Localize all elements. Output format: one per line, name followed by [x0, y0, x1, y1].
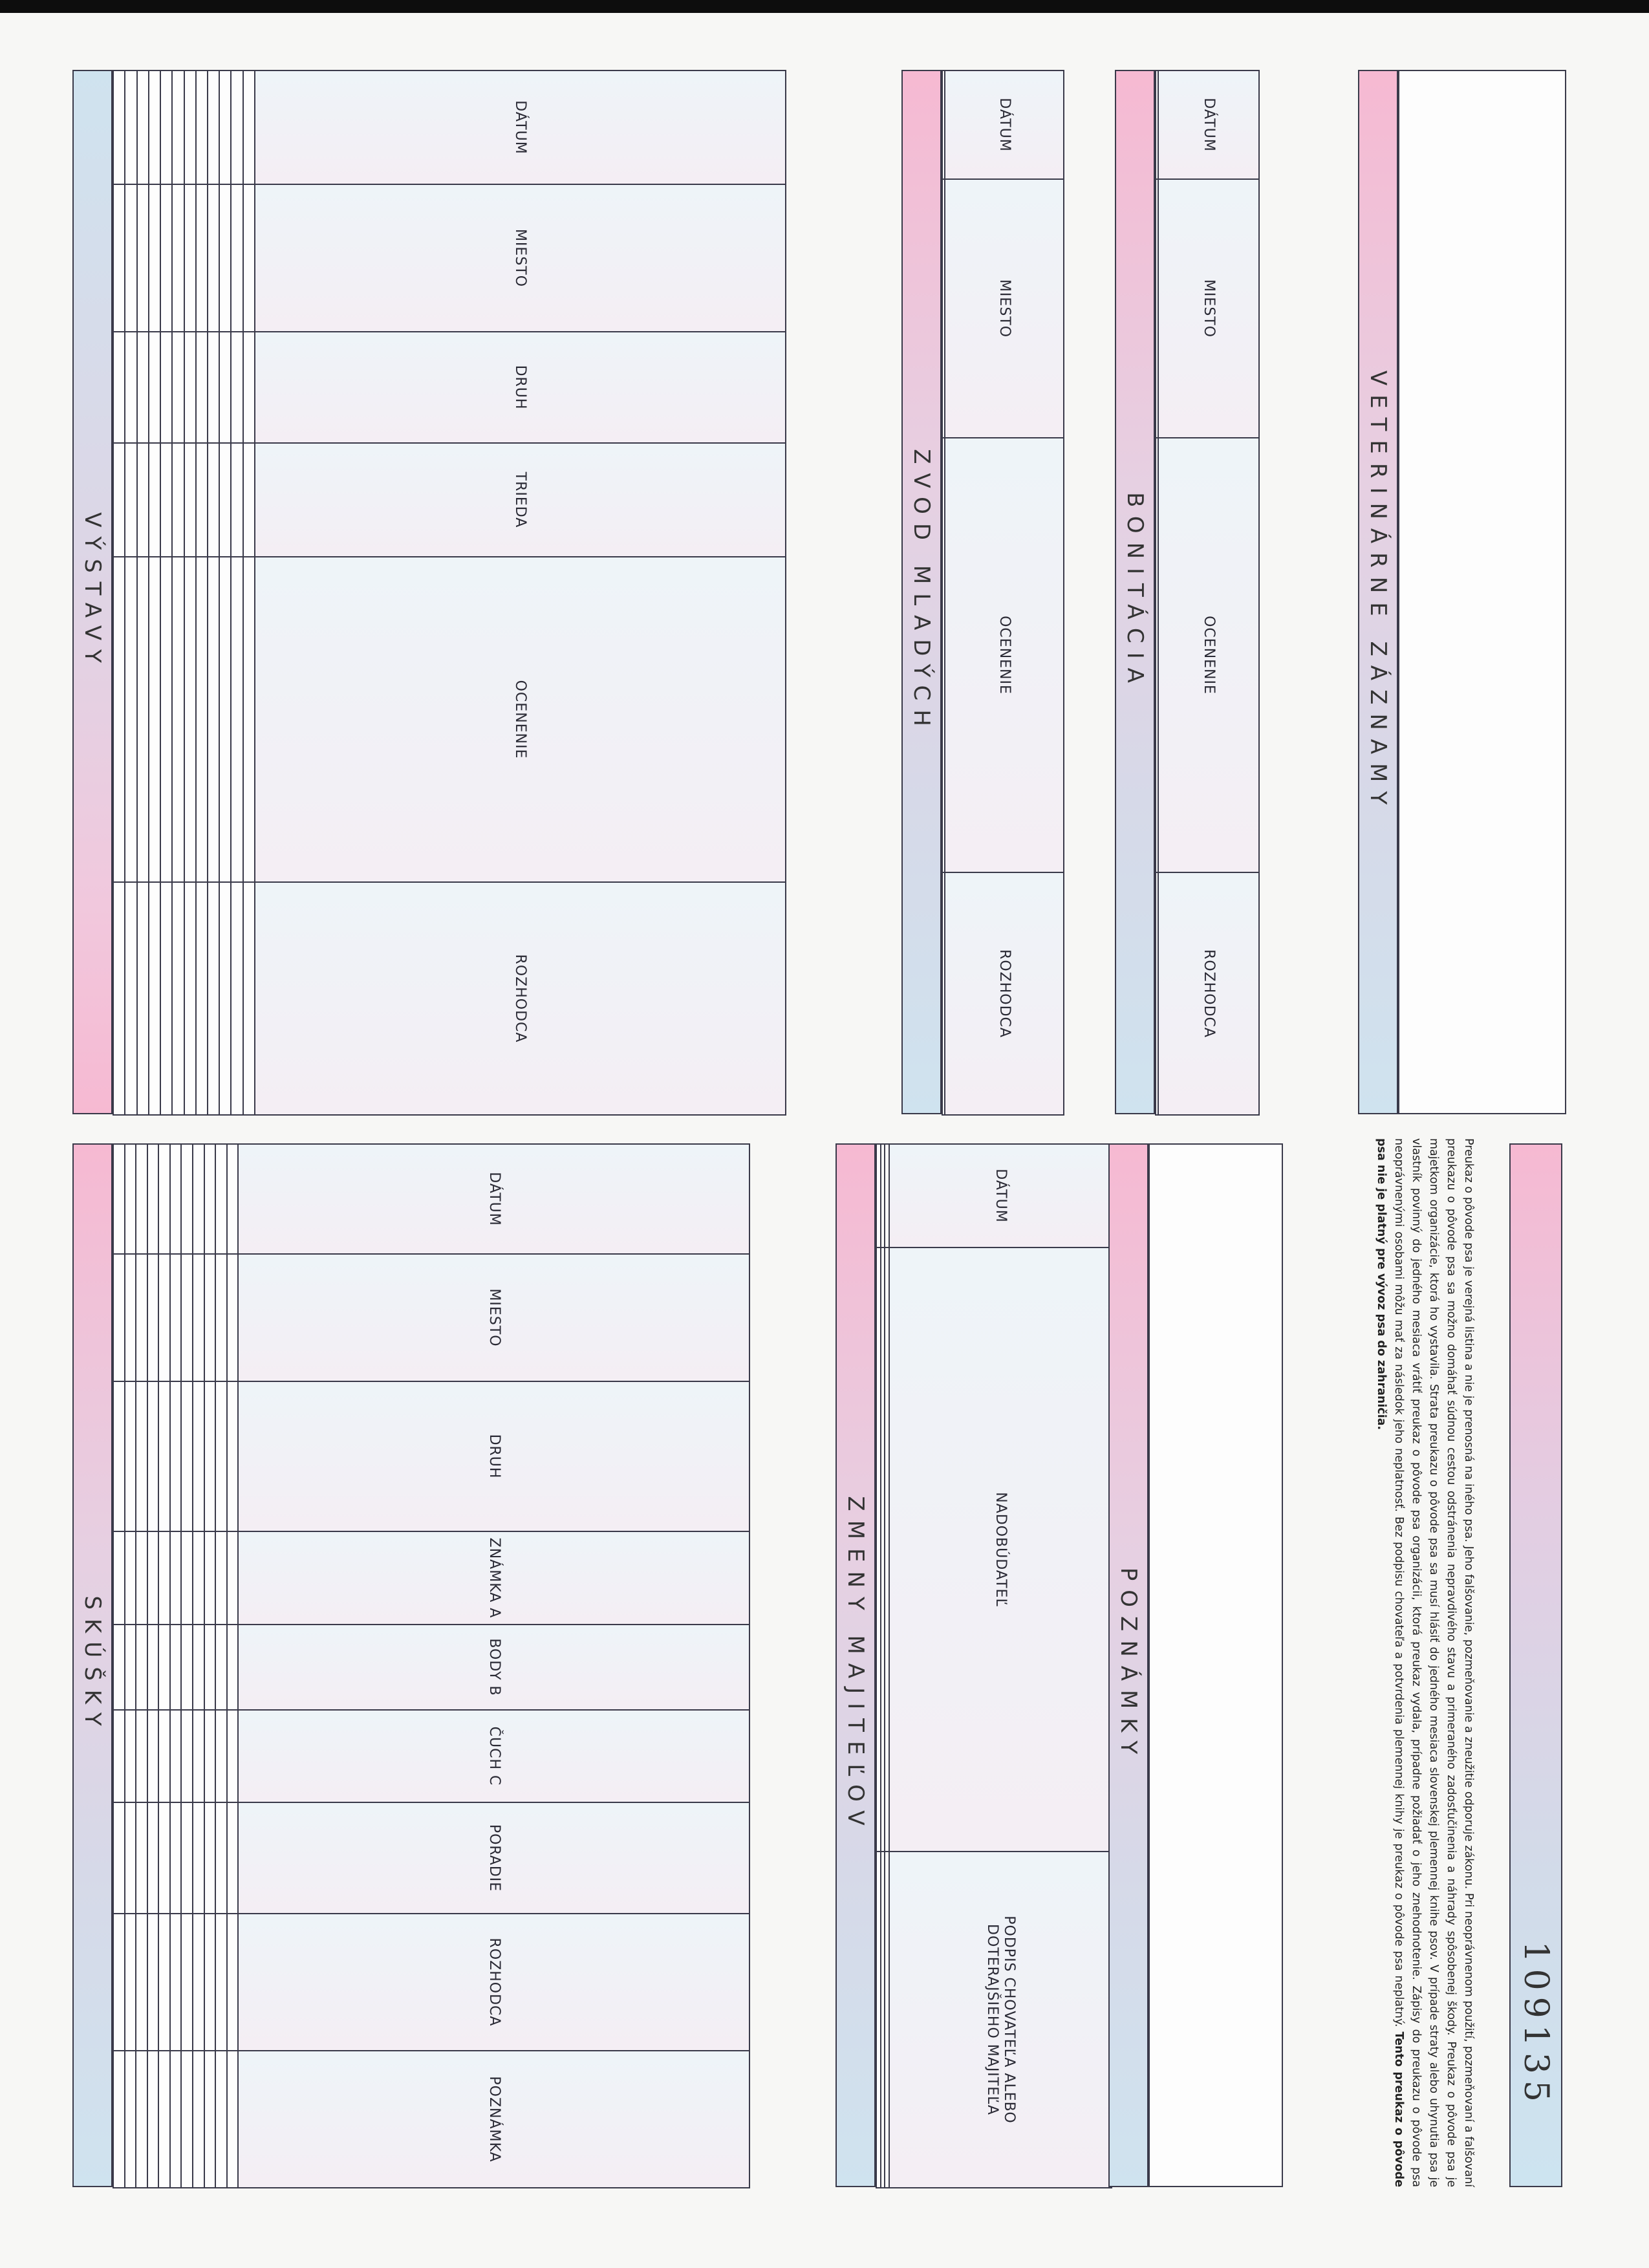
empty-cell[interactable]	[204, 1625, 216, 1710]
legal-bold-text: Tento preukaz o pôvode psa nie je platný pre vývoz psa do zahraničia.	[1375, 1138, 1405, 2187]
zmeny-header-row	[889, 1144, 1112, 2188]
skusky-header-row	[238, 1144, 749, 2188]
empty-cell[interactable]	[204, 1144, 216, 1254]
empty-cell[interactable]	[125, 1625, 136, 1710]
skusky-col-body: BODY B	[238, 1625, 749, 1710]
table-row	[181, 1144, 193, 2188]
empty-cell[interactable]	[184, 443, 196, 557]
table-row	[158, 1144, 170, 2188]
serial-number: 109135	[1516, 1941, 1555, 2108]
empty-cell[interactable]	[227, 1254, 239, 1381]
empty-cell[interactable]	[125, 1531, 136, 1625]
bonitacia-table	[1155, 70, 1260, 1116]
table-row	[204, 1144, 216, 2188]
empty-cell[interactable]	[158, 1381, 170, 1531]
empty-cell[interactable]	[243, 70, 255, 184]
empty-cell[interactable]	[231, 70, 242, 184]
empty-cell[interactable]	[193, 2051, 204, 2188]
empty-cell[interactable]	[193, 1531, 204, 1625]
empty-cell[interactable]	[158, 1254, 170, 1381]
empty-cell[interactable]	[231, 443, 242, 557]
empty-cell[interactable]	[208, 332, 219, 443]
table-row	[136, 1144, 147, 2188]
vystavy-header-row	[255, 70, 786, 1115]
empty-cell[interactable]	[227, 1144, 239, 1254]
empty-cell[interactable]	[172, 70, 184, 184]
empty-cell[interactable]	[113, 1531, 125, 1625]
empty-cell[interactable]	[149, 557, 160, 882]
empty-cell[interactable]	[147, 1531, 159, 1625]
zvod-col-datum: DÁTUM	[945, 70, 1064, 179]
empty-cell[interactable]	[158, 2051, 170, 2188]
empty-cell[interactable]	[113, 443, 125, 557]
table-row	[125, 70, 136, 1115]
empty-cell[interactable]	[149, 70, 160, 184]
empty-cell[interactable]	[147, 1710, 159, 1802]
empty-cell[interactable]	[136, 1802, 147, 1914]
empty-cell[interactable]	[196, 557, 208, 882]
empty-cell[interactable]	[215, 1625, 227, 1710]
empty-cell[interactable]	[204, 1802, 216, 1914]
empty-cell[interactable]	[113, 2051, 125, 2188]
empty-cell[interactable]	[170, 1802, 182, 1914]
empty-cell[interactable]	[184, 184, 196, 332]
empty-cell[interactable]	[942, 70, 945, 179]
table-row	[137, 70, 149, 1115]
empty-cell[interactable]	[137, 882, 149, 1115]
table-row	[170, 1144, 182, 2188]
table-row	[885, 1144, 889, 2188]
empty-cell[interactable]	[243, 557, 255, 882]
empty-cell[interactable]	[147, 1625, 159, 1710]
empty-cell[interactable]	[204, 1381, 216, 1531]
empty-cell[interactable]	[885, 1144, 889, 1247]
empty-cell[interactable]	[243, 332, 255, 443]
empty-cell[interactable]	[204, 1254, 216, 1381]
vystavy-title: VÝSTAVY	[72, 70, 113, 1114]
empty-cell[interactable]	[113, 557, 125, 882]
skusky-col-druh: DRUH	[238, 1381, 749, 1531]
empty-cell[interactable]	[181, 1531, 193, 1625]
bonitacia-col-rozhodca: ROZHODCA	[1158, 872, 1259, 1115]
bonitacia-rows	[1156, 70, 1158, 1115]
vystavy-col-druh: DRUH	[255, 332, 786, 443]
empty-cell[interactable]	[181, 1710, 193, 1802]
empty-cell[interactable]	[193, 1802, 204, 1914]
empty-cell[interactable]	[227, 1914, 239, 2051]
empty-cell[interactable]	[227, 1625, 239, 1710]
table-row	[193, 1144, 204, 2188]
table-row	[125, 1144, 136, 2188]
empty-cell[interactable]	[113, 1381, 125, 1531]
empty-cell[interactable]	[219, 332, 231, 443]
poznamky-box	[1148, 1143, 1283, 2187]
empty-cell[interactable]	[181, 1144, 193, 1254]
skusky-col-poznamka: POZNÁMKA	[238, 2051, 749, 2188]
empty-cell[interactable]	[136, 1625, 147, 1710]
empty-cell[interactable]	[125, 1254, 136, 1381]
empty-cell[interactable]	[125, 1914, 136, 2051]
empty-cell[interactable]	[147, 1914, 159, 2051]
empty-cell[interactable]	[1156, 70, 1158, 179]
empty-cell[interactable]	[113, 1625, 125, 1710]
empty-cell[interactable]	[219, 70, 231, 184]
zvod-title: ZVOD MLADÝCH	[901, 70, 942, 1114]
empty-cell[interactable]	[184, 557, 196, 882]
empty-cell[interactable]	[204, 1710, 216, 1802]
empty-cell[interactable]	[215, 1254, 227, 1381]
empty-cell[interactable]	[181, 2051, 193, 2188]
empty-cell[interactable]	[125, 557, 136, 882]
empty-cell[interactable]	[172, 557, 184, 882]
empty-cell[interactable]	[113, 1144, 125, 1254]
empty-cell[interactable]	[215, 1144, 227, 1254]
empty-cell[interactable]	[160, 557, 172, 882]
empty-cell[interactable]	[136, 1254, 147, 1381]
table-row	[219, 70, 231, 1115]
empty-cell[interactable]	[208, 184, 219, 332]
empty-cell[interactable]	[215, 1710, 227, 1802]
empty-cell[interactable]	[113, 882, 125, 1115]
empty-cell[interactable]	[147, 1254, 159, 1381]
empty-cell[interactable]	[158, 1144, 170, 1254]
empty-cell[interactable]	[193, 1625, 204, 1710]
skusky-col-miesto: MIESTO	[238, 1254, 749, 1381]
poznamky-title: POZNÁMKY	[1108, 1143, 1148, 2187]
empty-cell[interactable]	[125, 1144, 136, 1254]
empty-cell[interactable]	[158, 1914, 170, 2051]
table-row	[113, 70, 125, 1115]
empty-cell[interactable]	[172, 184, 184, 332]
vystavy-col-ocenenie: OCENENIE	[255, 557, 786, 882]
empty-cell[interactable]	[876, 1247, 881, 1852]
empty-cell[interactable]	[125, 1710, 136, 1802]
vystavy-col-datum: DÁTUM	[255, 70, 786, 184]
empty-cell[interactable]	[215, 1914, 227, 2051]
empty-cell[interactable]	[136, 1144, 147, 1254]
empty-cell[interactable]	[125, 184, 136, 332]
empty-cell[interactable]	[147, 1802, 159, 1914]
empty-cell[interactable]	[125, 1381, 136, 1531]
zvod-table	[942, 70, 1064, 1116]
table-row	[876, 1144, 881, 2188]
empty-cell[interactable]	[881, 1144, 885, 1247]
empty-cell[interactable]	[113, 1254, 125, 1381]
empty-cell[interactable]	[136, 1381, 147, 1531]
zmeny-col-podpis: PODPIS CHOVATEĽA ALEBO DOTERAJŠIEHO MAJITEĽA	[889, 1852, 1112, 2188]
zmeny-rows	[876, 1144, 889, 2188]
empty-cell[interactable]	[196, 332, 208, 443]
empty-cell[interactable]	[193, 1254, 204, 1381]
empty-cell[interactable]	[158, 1802, 170, 1914]
table-row	[147, 1144, 159, 2188]
empty-cell[interactable]	[227, 1710, 239, 1802]
zmeny-col-nadobudatel: NADOBÚDATEĽ	[889, 1247, 1112, 1852]
empty-cell[interactable]	[170, 1531, 182, 1625]
empty-cell[interactable]	[181, 1802, 193, 1914]
empty-cell[interactable]	[136, 1914, 147, 2051]
empty-cell[interactable]	[125, 443, 136, 557]
zvod-col-ocenenie: OCENENIE	[945, 438, 1064, 872]
empty-cell[interactable]	[243, 443, 255, 557]
vystavy-col-rozhodca: ROZHODCA	[255, 882, 786, 1115]
empty-cell[interactable]	[113, 1710, 125, 1802]
empty-cell[interactable]	[113, 1914, 125, 2051]
empty-cell[interactable]	[113, 70, 125, 184]
empty-cell[interactable]	[160, 70, 172, 184]
empty-cell[interactable]	[215, 1802, 227, 1914]
empty-cell[interactable]	[158, 1531, 170, 1625]
empty-cell[interactable]	[160, 184, 172, 332]
empty-cell[interactable]	[219, 184, 231, 332]
skusky-table	[113, 1143, 750, 2188]
empty-cell[interactable]	[113, 184, 125, 332]
serial-number-band	[1509, 1143, 1562, 2187]
vystavy-table	[113, 70, 786, 1116]
empty-cell[interactable]	[193, 1144, 204, 1254]
bonitacia-header-row	[1158, 70, 1259, 1115]
empty-cell[interactable]	[170, 1381, 182, 1531]
empty-cell[interactable]	[885, 1852, 889, 2188]
empty-cell[interactable]	[181, 1381, 193, 1531]
empty-cell[interactable]	[172, 332, 184, 443]
empty-cell[interactable]	[149, 882, 160, 1115]
empty-cell[interactable]	[204, 1914, 216, 2051]
legal-notice	[1315, 1138, 1477, 2187]
empty-cell[interactable]	[160, 332, 172, 443]
empty-cell[interactable]	[942, 179, 945, 438]
empty-cell[interactable]	[204, 1531, 216, 1625]
empty-cell[interactable]	[181, 1254, 193, 1381]
vystavy-rows	[113, 70, 255, 1115]
empty-cell[interactable]	[137, 443, 149, 557]
empty-cell[interactable]	[1156, 438, 1158, 872]
zmeny-table	[876, 1143, 1112, 2188]
empty-cell[interactable]	[204, 2051, 216, 2188]
empty-cell[interactable]	[136, 2051, 147, 2188]
empty-cell[interactable]	[196, 882, 208, 1115]
table-row	[184, 70, 196, 1115]
empty-cell[interactable]	[149, 332, 160, 443]
empty-cell[interactable]	[227, 1802, 239, 1914]
bonitacia-col-datum: DÁTUM	[1158, 70, 1259, 179]
empty-cell[interactable]	[125, 70, 136, 184]
empty-cell[interactable]	[208, 557, 219, 882]
table-row	[881, 1144, 885, 2188]
table-row	[160, 70, 172, 1115]
table-row	[231, 70, 242, 1115]
empty-cell[interactable]	[231, 557, 242, 882]
empty-cell[interactable]	[215, 1531, 227, 1625]
empty-cell[interactable]	[196, 70, 208, 184]
table-row	[196, 70, 208, 1115]
empty-cell[interactable]	[215, 2051, 227, 2188]
empty-cell[interactable]	[881, 1852, 885, 2188]
empty-cell[interactable]	[160, 443, 172, 557]
veterinarne-title: VETERINÁRNE ZÁZNAMY	[1358, 70, 1398, 1114]
table-row	[215, 1144, 227, 2188]
empty-cell[interactable]	[137, 332, 149, 443]
empty-cell[interactable]	[184, 332, 196, 443]
empty-cell[interactable]	[193, 1710, 204, 1802]
empty-cell[interactable]	[243, 184, 255, 332]
empty-cell[interactable]	[942, 438, 945, 872]
table-row	[227, 1144, 239, 2188]
empty-cell[interactable]	[113, 1802, 125, 1914]
empty-cell[interactable]	[147, 1381, 159, 1531]
empty-cell[interactable]	[227, 1531, 239, 1625]
zvod-rows	[942, 70, 945, 1115]
bonitacia-col-ocenenie: OCENENIE	[1158, 438, 1259, 872]
empty-cell[interactable]	[193, 1914, 204, 2051]
empty-cell[interactable]	[208, 882, 219, 1115]
zvod-col-rozhodca: ROZHODCA	[945, 872, 1064, 1115]
empty-cell[interactable]	[147, 2051, 159, 2188]
empty-cell[interactable]	[170, 1625, 182, 1710]
empty-cell[interactable]	[196, 184, 208, 332]
empty-cell[interactable]	[876, 1852, 881, 2188]
skusky-col-poradie: PORADIE	[238, 1802, 749, 1914]
empty-cell[interactable]	[231, 882, 242, 1115]
empty-cell[interactable]	[1156, 872, 1158, 1115]
veterinarne-box	[1398, 70, 1566, 1114]
table-row	[172, 70, 184, 1115]
empty-cell[interactable]	[227, 1381, 239, 1531]
empty-cell[interactable]	[125, 2051, 136, 2188]
empty-cell[interactable]	[219, 557, 231, 882]
empty-cell[interactable]	[885, 1247, 889, 1852]
empty-cell[interactable]	[125, 882, 136, 1115]
empty-cell[interactable]	[208, 70, 219, 184]
zvod-header-row	[945, 70, 1064, 1115]
empty-cell[interactable]	[219, 443, 231, 557]
empty-cell[interactable]	[136, 1531, 147, 1625]
empty-cell[interactable]	[170, 2051, 182, 2188]
empty-cell[interactable]	[181, 1625, 193, 1710]
skusky-rows	[113, 1144, 238, 2188]
empty-cell[interactable]	[160, 882, 172, 1115]
empty-cell[interactable]	[170, 1254, 182, 1381]
empty-cell[interactable]	[208, 443, 219, 557]
empty-cell[interactable]	[876, 1144, 881, 1247]
skusky-title: SKÚŠKY	[72, 1143, 113, 2187]
empty-cell[interactable]	[125, 1802, 136, 1914]
table-row	[113, 1144, 125, 2188]
empty-cell[interactable]	[136, 1710, 147, 1802]
table-row	[1156, 70, 1158, 1115]
empty-cell[interactable]	[149, 184, 160, 332]
empty-cell[interactable]	[184, 882, 196, 1115]
empty-cell[interactable]	[137, 184, 149, 332]
vystavy-col-trieda: TRIEDA	[255, 443, 786, 557]
empty-cell[interactable]	[137, 557, 149, 882]
skusky-col-datum: DÁTUM	[238, 1144, 749, 1254]
empty-cell[interactable]	[231, 332, 242, 443]
empty-cell[interactable]	[172, 882, 184, 1115]
empty-cell[interactable]	[158, 1710, 170, 1802]
table-row	[942, 70, 945, 1115]
table-row	[243, 70, 255, 1115]
empty-cell[interactable]	[170, 1914, 182, 2051]
vystavy-col-miesto: MIESTO	[255, 184, 786, 332]
empty-cell[interactable]	[215, 1381, 227, 1531]
empty-cell[interactable]	[170, 1710, 182, 1802]
zmeny-col-datum: DÁTUM	[889, 1144, 1112, 1247]
table-row	[208, 70, 219, 1115]
empty-cell[interactable]	[125, 332, 136, 443]
zmeny-title: ZMENY MAJITEĽOV	[835, 1143, 876, 2187]
bonitacia-col-miesto: MIESTO	[1158, 179, 1259, 438]
legal-text: Preukaz o pôvode psa je verejná listina a nie je prenosná na iného psa. Jeho falšovanie, pozmeňovanie a zneužitie odporuje zákonu. Pri neoprávnenom použití, pozmeňovaní a falšovaní preukazu o pôvode psa sa možno domáhať súdnou cestou odstránenia nepravdivého stavu a primeraného zadosťučinenia a náhrady spôsobenej škody. Preukaz o pôvode psa je majetkom organizácie, ktorá ho vystavila. Strata preukazu o pôvode psa sa musí hlásiť do jedného mesiaca slovenskej plemennej knihe psov. V prípade straty alebo uhynutia psa je vlastník povinný do jedného mesiaca vrátiť preukaz o pôvode psa organizácii, ktorá preukaz vydala, prípadne požiadať o jeho znehodnotenie. Zápisy do preukazu o pôvode psa neoprávnenými osobami môžu mať za následok jeho neplatnosť. Bez podpisu chovateľa a potvrdenia plemennej knihy je preukaz o pôvode psa neplatný.	[1392, 1138, 1475, 2187]
empty-cell[interactable]	[158, 1625, 170, 1710]
empty-cell[interactable]	[881, 1247, 885, 1852]
empty-cell[interactable]	[219, 882, 231, 1115]
skusky-col-cuch: ČUCH C	[238, 1710, 749, 1802]
empty-cell[interactable]	[181, 1914, 193, 2051]
empty-cell[interactable]	[149, 443, 160, 557]
skusky-col-znamka: ZNÁMKA A	[238, 1531, 749, 1625]
table-row	[149, 70, 160, 1115]
empty-cell[interactable]	[231, 184, 242, 332]
bonitacia-title: BONITÁCIA	[1115, 70, 1155, 1114]
empty-cell[interactable]	[170, 1144, 182, 1254]
empty-cell[interactable]	[137, 70, 149, 184]
empty-cell[interactable]	[196, 443, 208, 557]
zvod-col-miesto: MIESTO	[945, 179, 1064, 438]
empty-cell[interactable]	[942, 872, 945, 1115]
empty-cell[interactable]	[227, 2051, 239, 2188]
empty-cell[interactable]	[147, 1144, 159, 1254]
empty-cell[interactable]	[193, 1381, 204, 1531]
empty-cell[interactable]	[1156, 179, 1158, 438]
skusky-col-rozhodca: ROZHODCA	[238, 1914, 749, 2051]
empty-cell[interactable]	[172, 443, 184, 557]
empty-cell[interactable]	[243, 882, 255, 1115]
empty-cell[interactable]	[184, 70, 196, 184]
empty-cell[interactable]	[113, 332, 125, 443]
